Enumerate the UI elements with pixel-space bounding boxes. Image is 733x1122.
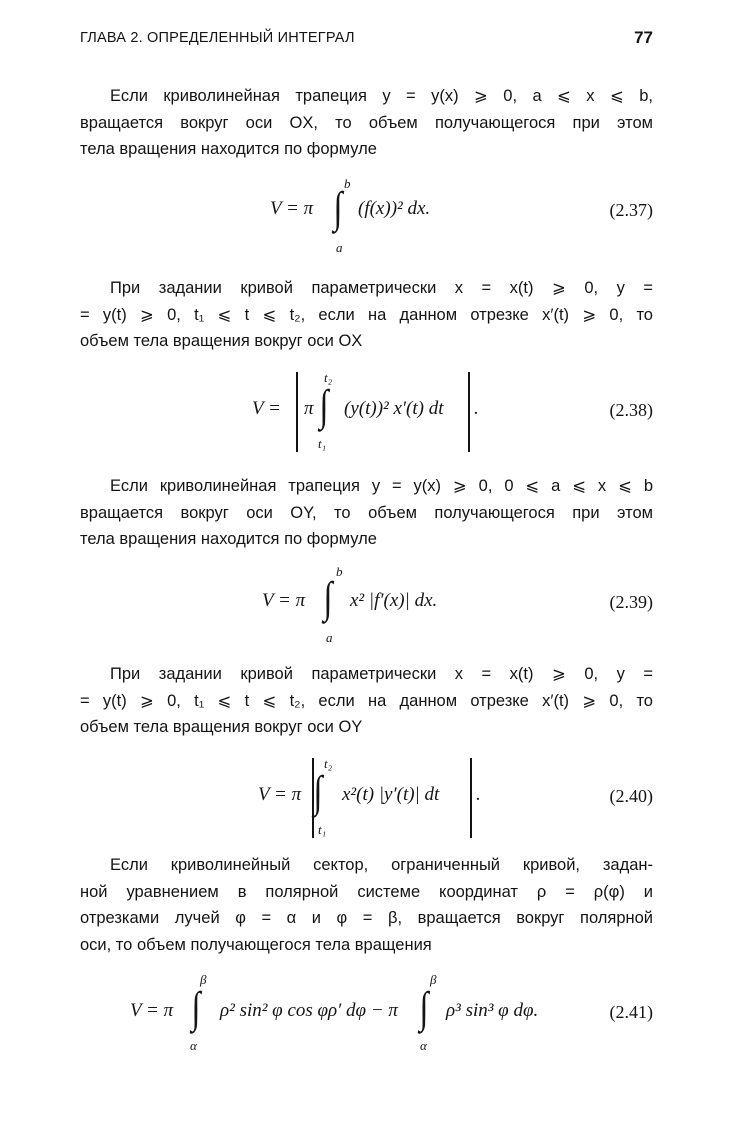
integral-sign: ∫	[323, 573, 333, 622]
equation-integrand: ρ² sin² φ cos φρ′ dφ − π	[220, 1000, 398, 1021]
equation-integrand: ρ³ sin³ φ dφ.	[446, 1000, 539, 1021]
paragraph-line: объем тела вращения вокруг оси OX	[80, 332, 363, 350]
equation-2-39	[80, 564, 653, 648]
lower-limit: α	[420, 1038, 427, 1053]
paragraph-2	[80, 275, 653, 355]
upper-limit: t₂	[324, 756, 333, 771]
paragraph-line: вращается вокруг оси OX, то объем получающегося при этом	[80, 113, 653, 132]
equation-lhs: V = π	[130, 1000, 174, 1021]
paragraph-line: вращается вокруг оси OY, то объем получающегося при этом	[80, 503, 653, 522]
paragraph-line: отрезками лучей φ = α и φ = β, вращается вокруг полярной	[80, 909, 653, 927]
paragraph-5	[80, 852, 653, 958]
paragraph-line: тела вращения находится по формуле	[80, 140, 377, 158]
equation-lhs: V =	[252, 398, 281, 419]
absolute-bar-right	[470, 758, 472, 838]
equation-lhs: V = π	[258, 784, 302, 805]
equation-formula	[270, 198, 313, 220]
paragraph-line: При задании кривой параметрически x = x(t) ⩾ 0, y =	[110, 665, 653, 683]
equation-tail: .	[474, 398, 479, 419]
lower-limit: a	[326, 630, 333, 645]
upper-limit: β	[430, 972, 437, 987]
paragraph-line: = y(t) ⩾ 0, t₁ ⩽ t ⩽ t₂, если на данном отрезке x′(t) ⩾ 0, то	[80, 305, 653, 324]
paragraph-line: тела вращения находится по формуле	[80, 530, 377, 548]
equation-number: (2.38)	[609, 400, 653, 420]
upper-limit: β	[200, 972, 207, 987]
chapter-title: ГЛАВА 2. ОПРЕДЕЛЕННЫЙ ИНТЕГРАЛ	[80, 30, 355, 46]
absolute-bar-right	[468, 372, 470, 452]
lower-limit: α	[190, 1038, 197, 1053]
equation-number: (2.37)	[609, 200, 653, 220]
equation-tail: .	[476, 784, 481, 805]
equation-integrand: x²(t) |y′(t)| dt	[342, 784, 440, 805]
equation-number: (2.41)	[609, 1002, 653, 1022]
paragraph-4	[80, 661, 653, 741]
equation-2-38	[80, 368, 653, 458]
absolute-bar-left	[296, 372, 298, 452]
equation-lhs: V = π	[270, 198, 314, 219]
lower-limit: t₁	[318, 822, 327, 837]
equation-2-37	[80, 176, 653, 260]
paragraph-line: Если криволинейная трапеция y = y(x) ⩾ 0, a ⩽ x ⩽ b,	[110, 87, 653, 105]
running-header	[80, 28, 653, 50]
integral-sign: ∫	[313, 767, 323, 816]
integral-sign: ∫	[191, 983, 201, 1032]
upper-limit: b	[336, 564, 343, 579]
upper-limit: b	[344, 176, 351, 191]
paragraph-line: Если криволинейный сектор, ограниченный кривой, задан-	[110, 856, 653, 874]
paragraph-line: Если криволинейная трапеция y = y(x) ⩾ 0, 0 ⩽ a ⩽ x ⩽ b	[110, 477, 653, 495]
integral-sign: ∫	[333, 183, 343, 232]
integral-sign: ∫	[319, 381, 329, 430]
equation-number: (2.40)	[609, 786, 653, 806]
paragraph-line: ной уравнением в полярной системе координат ρ = ρ(φ) и	[80, 882, 653, 901]
paragraph-line: объем тела вращения вокруг оси OY	[80, 718, 363, 736]
paragraph-line: При задании кривой параметрически x = x(t) ⩾ 0, y =	[110, 279, 653, 297]
equation-lhs: V = π	[262, 590, 306, 611]
equation-2-41	[80, 970, 653, 1054]
upper-limit: t₂	[324, 370, 333, 385]
paragraph-3	[80, 473, 653, 553]
equation-integrand: x² |f′(x)| dx.	[350, 590, 438, 611]
lower-limit: t₁	[318, 436, 327, 451]
paragraph-1	[80, 83, 653, 163]
equation-integrand: (f(x))² dx.	[358, 198, 431, 219]
lower-limit: a	[336, 240, 343, 255]
equation-number: (2.39)	[609, 592, 653, 612]
paragraph-line: оси, то объем получающегося тела вращения	[80, 935, 432, 954]
page-number: 77	[634, 28, 653, 47]
paragraph-line: = y(t) ⩾ 0, t₁ ⩽ t ⩽ t₂, если на данном отрезке x′(t) ⩾ 0, то	[80, 691, 653, 710]
equation-pi: π	[304, 398, 314, 419]
integral-sign: ∫	[419, 983, 429, 1032]
equation-2-40	[80, 754, 653, 844]
equation-integrand: (y(t))² x′(t) dt	[344, 398, 444, 419]
